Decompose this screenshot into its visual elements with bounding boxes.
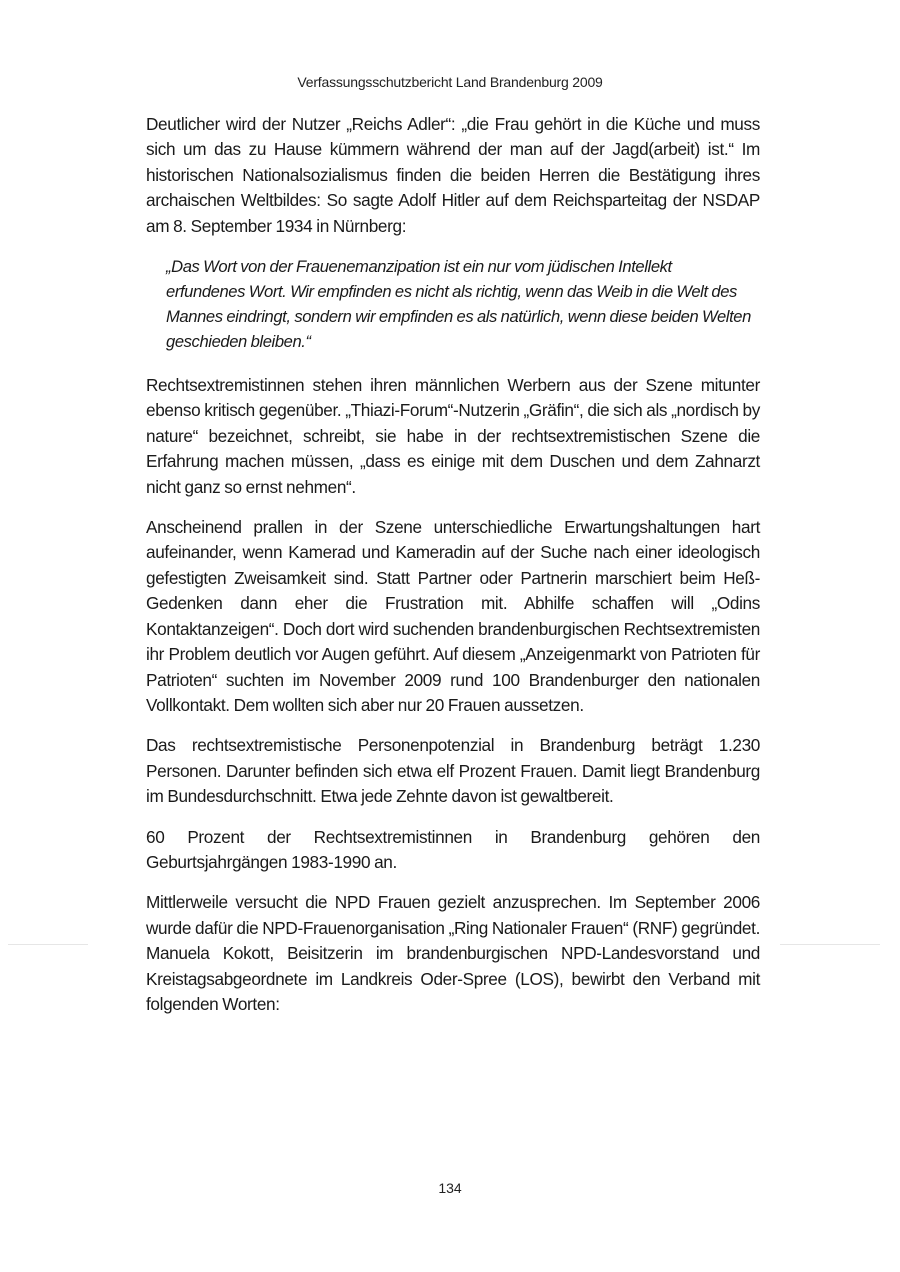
- hitler-quote: „Das Wort von der Frauenemanzipation ist ein nur vom jüdischen Intellekt erfundenes Wort. Wir empfinden es nicht als richtig, wenn das Weib in die Welt des Mannes eindringt, sondern wir empfinden es als natürlich, wenn diese beiden Welten geschieden bleiben.“: [166, 257, 751, 352]
- paragraph-graefin: Rechtsextremistinnen stehen ihren männlichen Werbern aus der Szene mitunter ebenso kritisch gegenüber. „Thiazi-Forum“-Nutzerin „Gräfin“, die sich als „nordisch by nature“ bezeichnet, schreibt, sie habe in der rechtsextremistischen Szene die Erfahrung machen müssen, „dass es einige mit dem Duschen und dem Zahnarzt nicht ganz so ernst nehmen“.: [146, 375, 761, 497]
- scan-artifact-left: [8, 944, 88, 945]
- running-header: Verfassungsschutzbericht Land Brandenburg 2009: [297, 74, 603, 90]
- paragraph-geburtsjahrgaenge: 60 Prozent der Rechtsextremistinnen in Brandenburg gehören den Geburtsjahrgängen 1983-1990 an.: [146, 826, 760, 872]
- page-number: 134: [438, 1180, 462, 1196]
- paragraph-personenpotenzial: Das rechtsextremistische Personenpotenzial in Brandenburg beträgt 1.230 Personen. Darunter befinden sich etwa elf Prozent Frauen. Damit liegt Brandenburg im Bundesdurchschnitt. Etwa jede Zehnte davon ist gewaltbereit.: [146, 735, 760, 807]
- body-text: [146, 112, 760, 1032]
- paragraph-kontaktanzeigen: Anscheinend prallen in der Szene unterschiedliche Erwartungshaltungen hart aufeinander, wenn Kamerad und Kameradin auf der Suche nach einer ideologisch gefestigten Zweisamkeit sind. Statt Partner oder Partnerin marschiert beim Heß-Gedenken dann eher die Frustration mit. Abhilfe schaffen will „Odins Kontaktanzeigen“. Doch dort wird suchenden brandenburgischen Rechtsextremisten ihr Problem deutlich vor Augen geführt. Auf diesem „Anzeigenmarkt von Patrioten für Patrioten“ suchten im November 2009 rund 100 Brandenburger den nationalen Vollkontakt. Dem wollten sich aber nur 20 Frauen aussetzen.: [146, 517, 760, 715]
- paragraph-reichs-adler: Deutlicher wird der Nutzer „Reichs Adler“: „die Frau gehört in die Küche und muss sich um das zu Hause kümmern während der man auf der Jagd(arbeit) ist.“ Im historischen Nationalsozialismus finden die beiden Herren die Bestätigung ihres archaischen Weltbildes: So sagte Adolf Hitler auf dem Reichsparteitag der NSDAP am 8. September 1934 in Nürnberg:: [146, 114, 760, 236]
- paragraph-npd-frauen: Mittlerweile versucht die NPD Frauen gezielt anzusprechen. Im September 2006 wurde dafür die NPD-Frauenorganisation „Ring Nationaler Frauen“ (RNF) gegründet. Manuela Kokott, Beisitzerin im brandenburgischen NPD-Landesvorstand und Kreistagsabgeordnete im Landkreis Oder-Spree (LOS), bewirbt den Verband mit folgenden Worten:: [146, 892, 760, 1014]
- scan-artifact-right: [780, 944, 880, 945]
